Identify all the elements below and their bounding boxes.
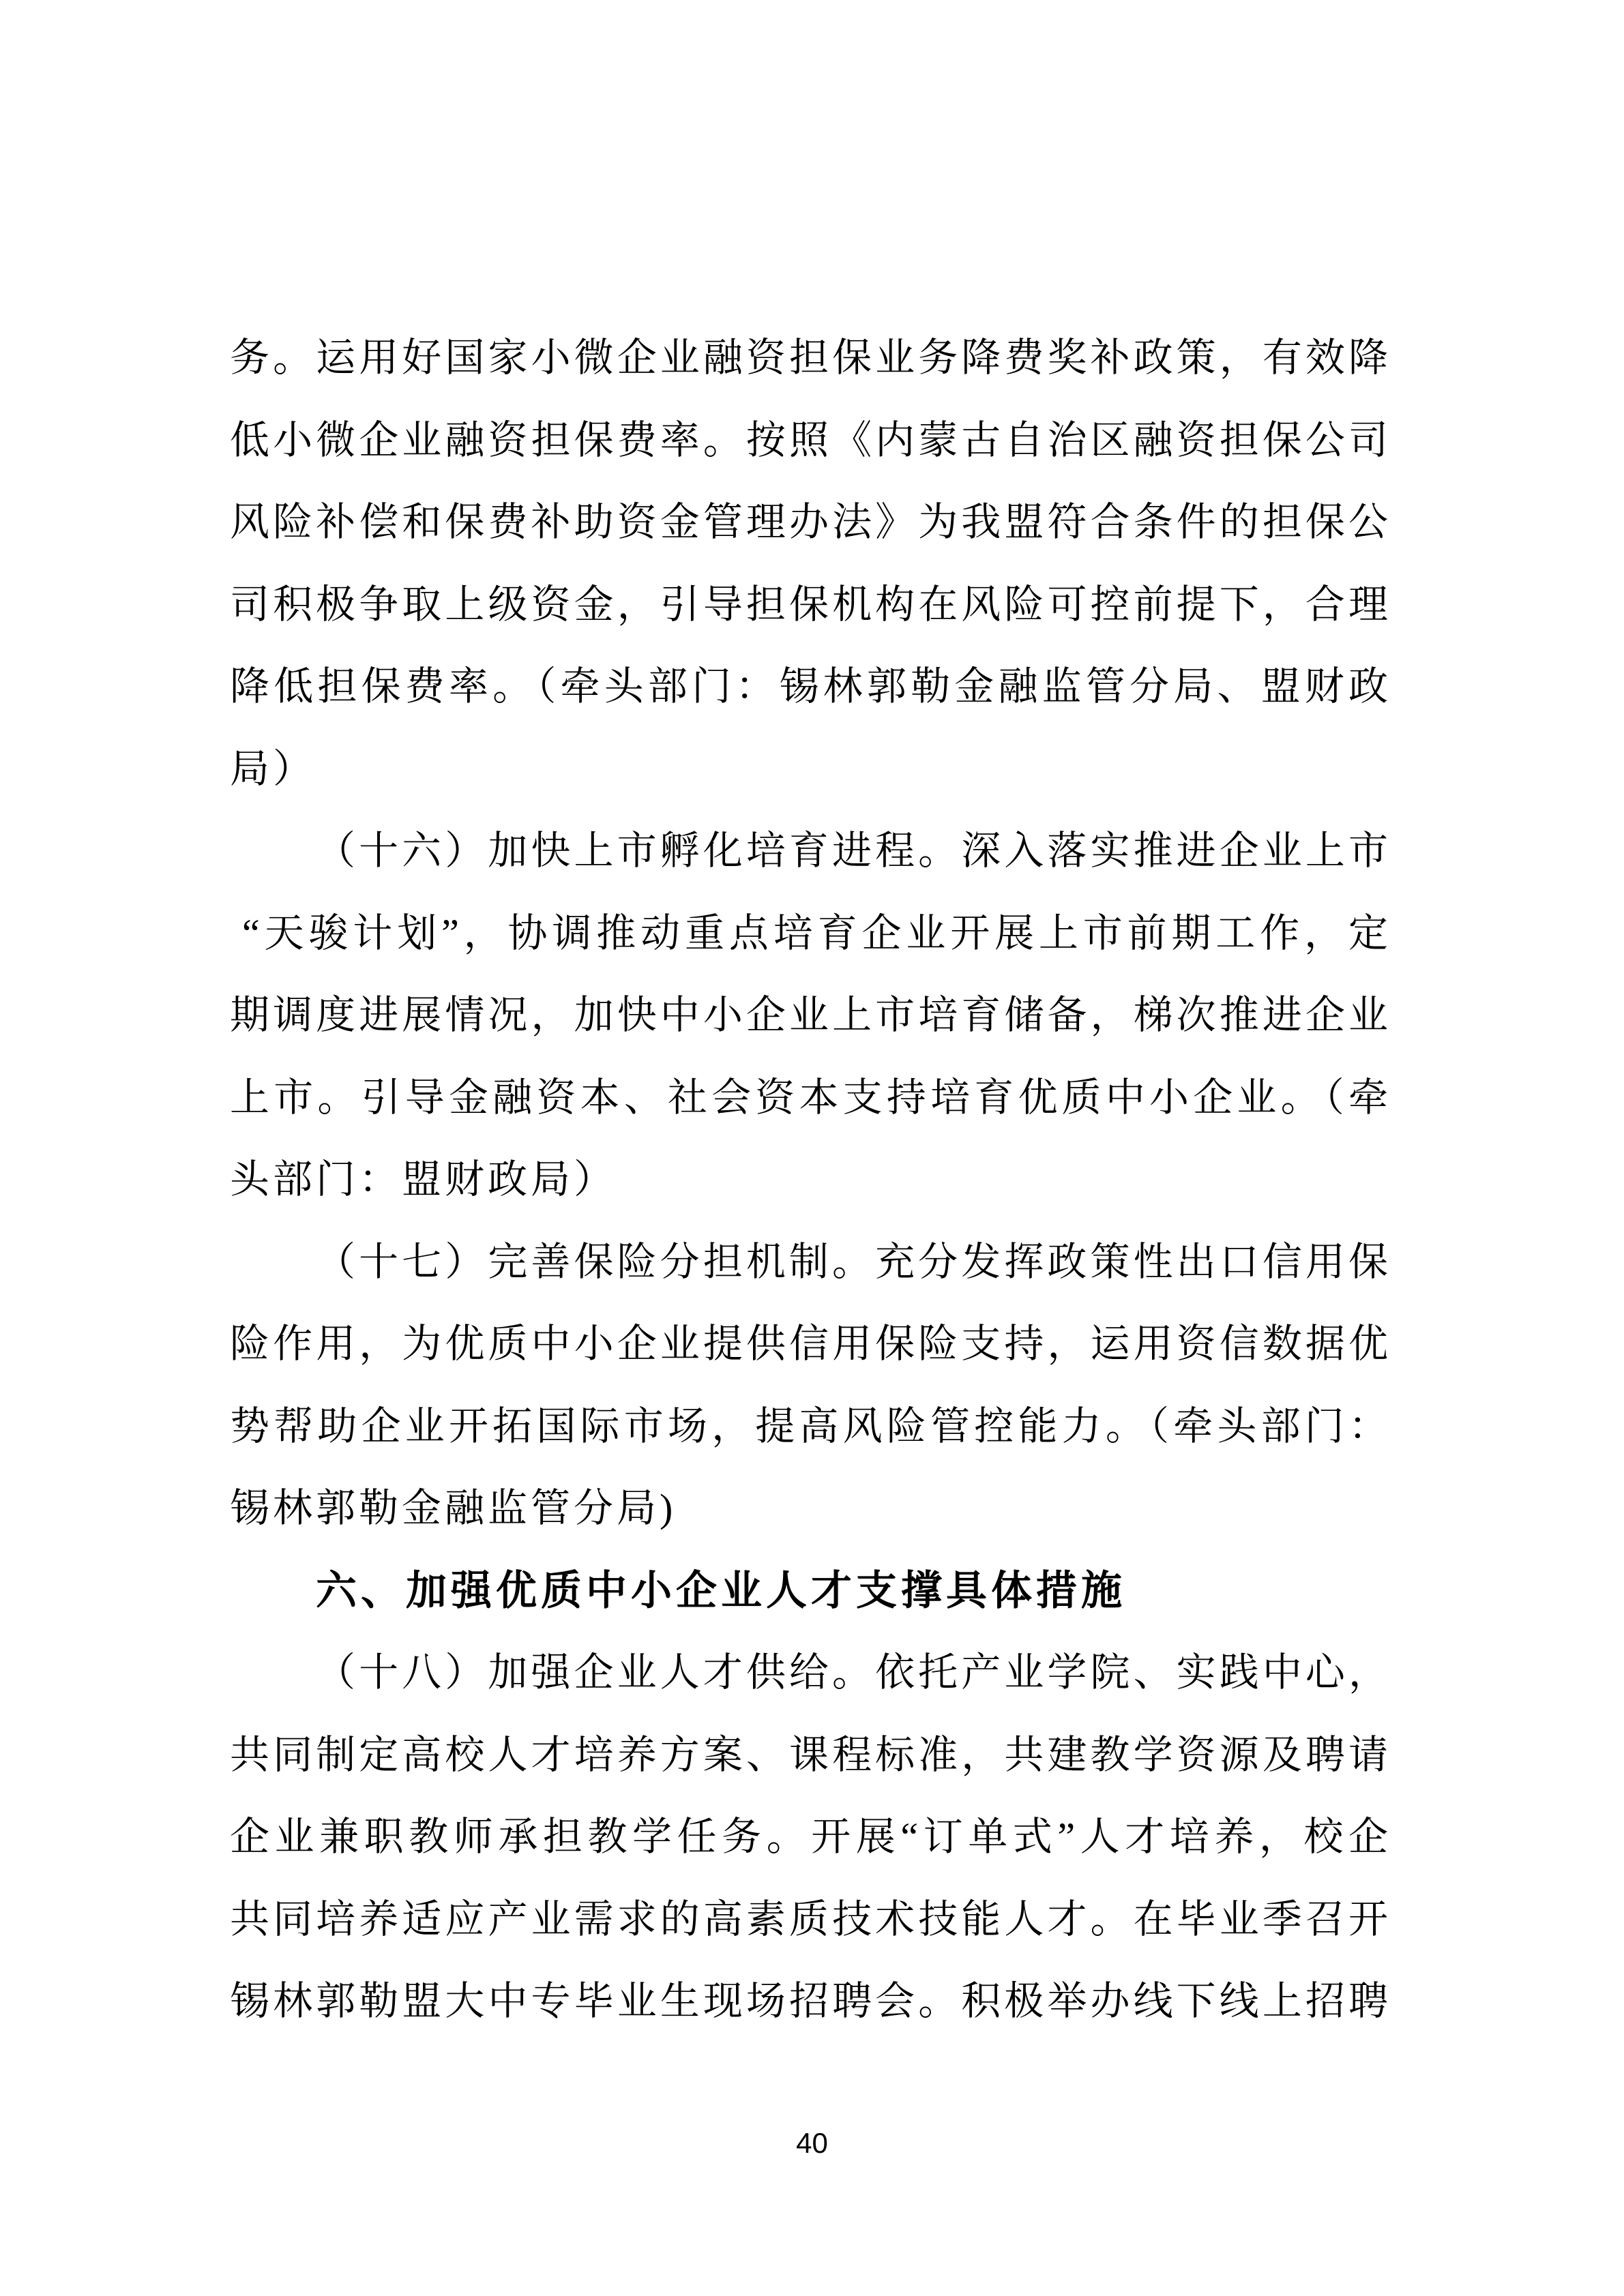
body-line: 降低担保费率。（牵头部门：锡林郭勒金融监管分局、盟财政 — [230, 664, 1391, 709]
body-line: 锡林郭勒盟大中专毕业生现场招聘会。积极举办线下线上招聘 — [230, 1979, 1391, 2023]
body-line: 共同培养适应产业需求的高素质技术技能人才。在毕业季召开 — [230, 1896, 1391, 1941]
page-number: 40 — [796, 2127, 828, 2159]
text-block — [230, 317, 1391, 2043]
body-line: “天骏计划”，协调推动重点培育企业开展上市前期工作，定 — [242, 910, 1391, 955]
body-line: 险作用，为优质中小企业提供信用保险支持，运用资信数据优 — [230, 1322, 1391, 1366]
section-heading: 六、加强优质中小企业人才支撑具体措施 — [316, 1567, 1126, 1613]
body-line: 势帮助企业开拓国际市场，提高风险管控能力。（牵头部门： — [230, 1403, 1391, 1448]
body-line: （十七）完善保险分担机制。充分发挥政策性出口信用保 — [316, 1239, 1391, 1284]
body-line: 共同制定高校人才培养方案、课程标准，共建教学资源及聘请 — [230, 1732, 1391, 1777]
body-line: （十六）加快上市孵化培育进程。深入落实推进企业上市 — [316, 829, 1391, 873]
body-line: 企业兼职教师承担教学任务。开展“订单式”人才培养，校企 — [230, 1815, 1391, 1859]
body-line: 务。运用好国家小微企业融资担保业务降费奖补政策，有效降 — [230, 336, 1391, 380]
body-line: 局） — [230, 746, 316, 791]
body-line: （十八）加强企业人才供给。依托产业学院、实践中心， — [316, 1650, 1391, 1695]
body-line: 头部门：盟财政局） — [230, 1157, 617, 1202]
body-line: 风险补偿和保费补助资金管理办法》为我盟符合条件的担保公 — [230, 500, 1391, 544]
body-line: 司积极争取上级资金，引导担保机构在风险可控前提下，合理 — [230, 582, 1391, 627]
body-line: 期调度进展情况，加快中小企业上市培育储备，梯次推进企业 — [230, 993, 1391, 1037]
body-line: 上市。引导金融资本、社会资本支持培育优质中小企业。（牵 — [230, 1075, 1391, 1120]
body-line: 低小微企业融资担保费率。按照《内蒙古自治区融资担保公司 — [230, 417, 1391, 462]
body-line: 锡林郭勒金融监管分局) — [230, 1486, 677, 1530]
